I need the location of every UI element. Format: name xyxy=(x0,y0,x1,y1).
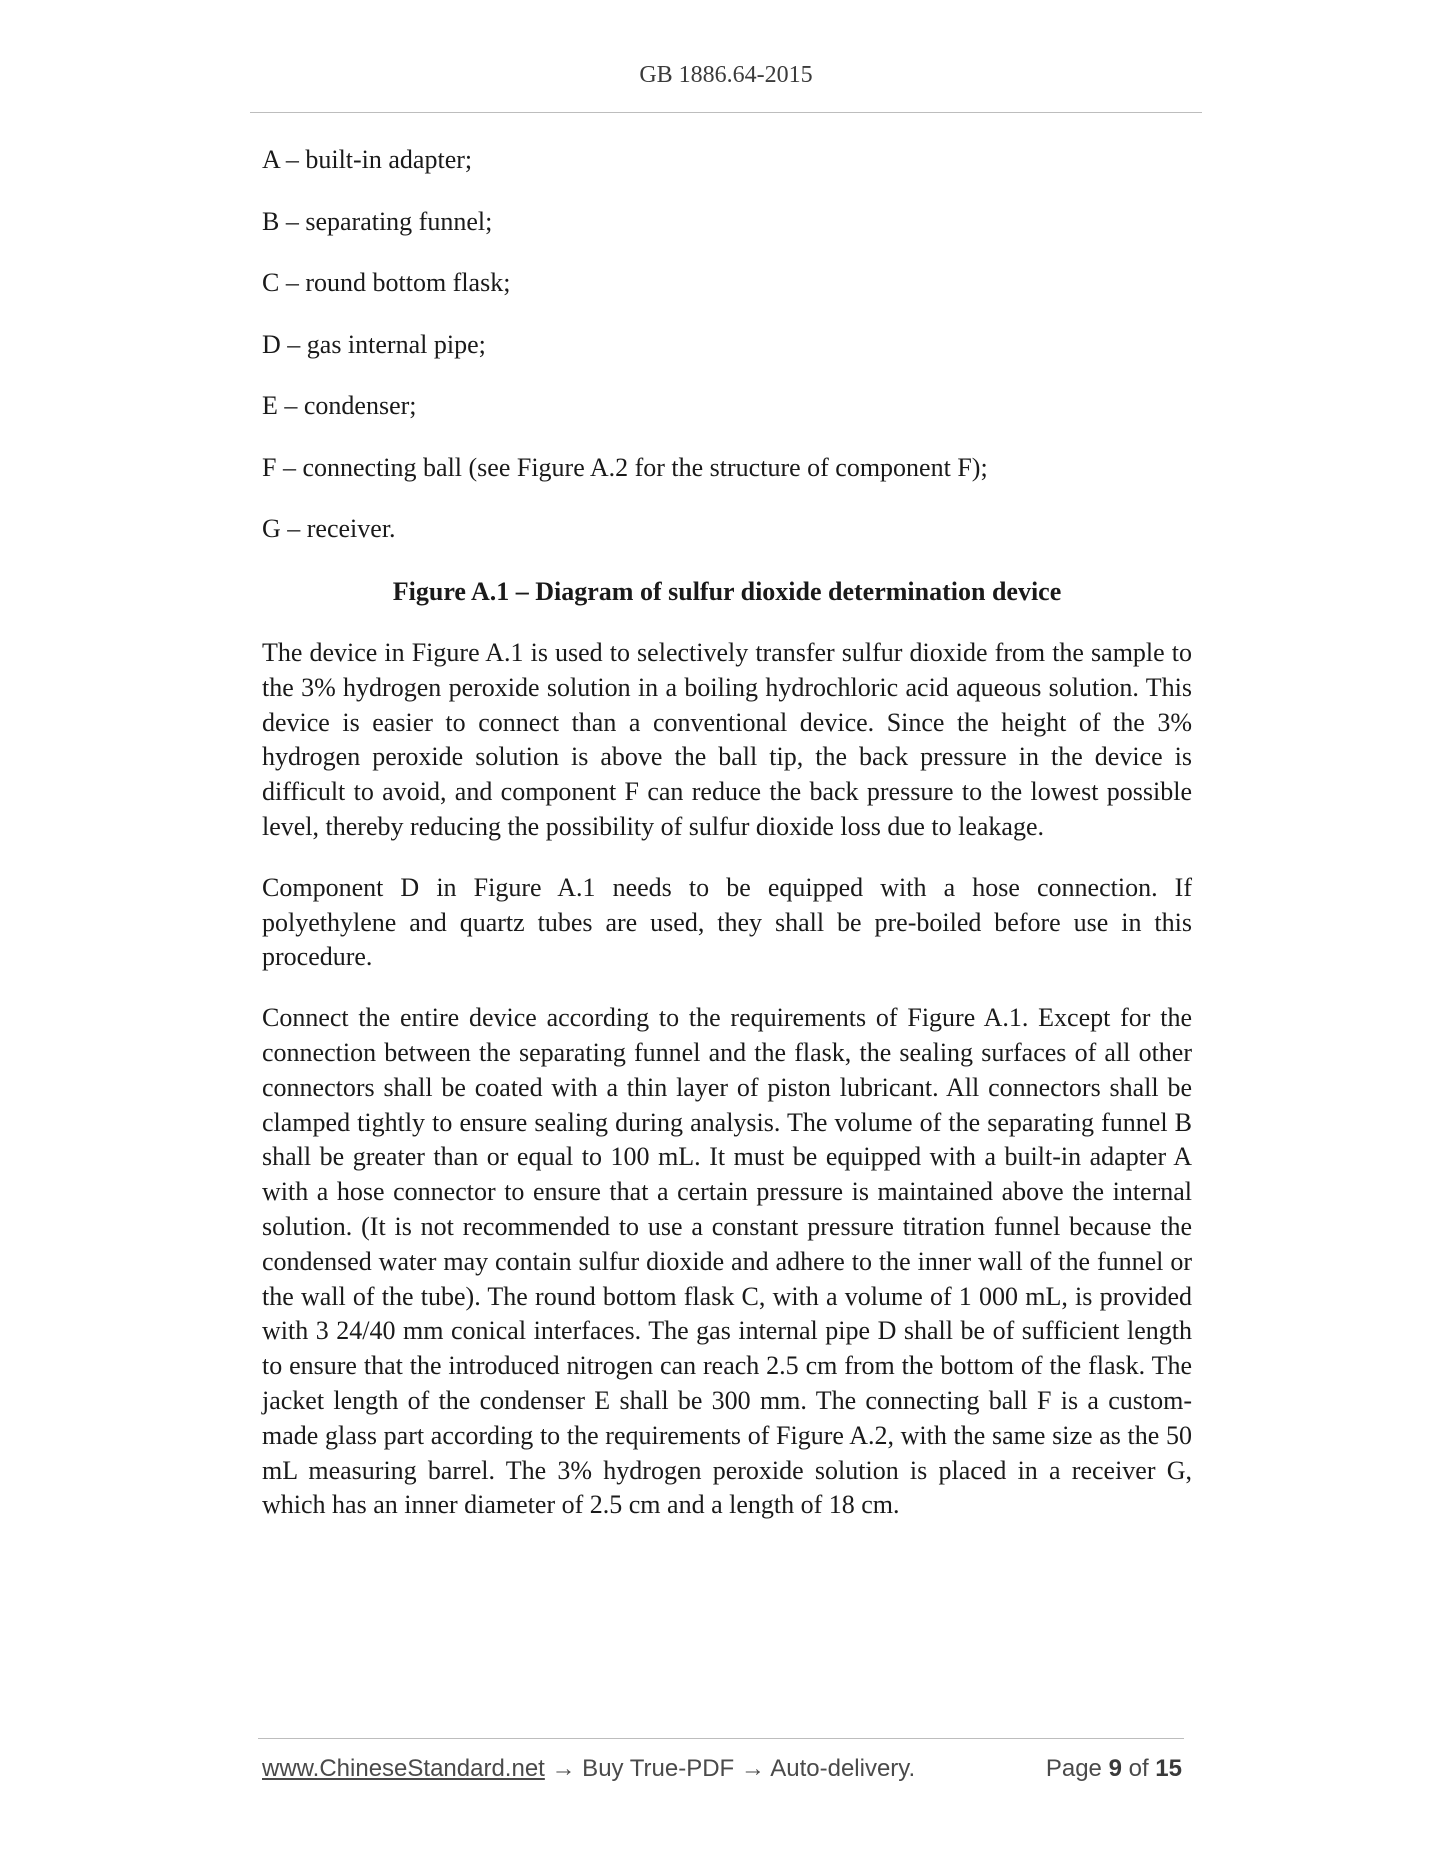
paragraph-device-purpose: The device in Figure A.1 is used to selectively transfer sulfur dioxide from the sample to the 3% hydrogen peroxide solution in a boiling hydrochloric acid aqueous solution. This device is easier to connect than a conventional device. Since the height of the 3% hydrogen peroxide solution is above the ball tip, the back pressure in the device is difficult to avoid, and component F can reduce the back pressure to the lowest possible level, thereby reducing the possibility of sulfur dioxide loss due to leakage. xyxy=(262,638,1192,841)
body-text xyxy=(262,636,1192,1549)
legend-item-f: F – connecting ball (see Figure A.2 for the structure of component F); xyxy=(262,452,988,482)
legend-item-d: D – gas internal pipe; xyxy=(262,329,486,359)
paragraph-component-d: Component D in Figure A.1 needs to be equipped with a hose connection. If polyethylene and quartz tubes are used, they shall be pre-boiled before use in this procedure. xyxy=(262,872,1192,972)
site-link[interactable]: www.ChineseStandard.net xyxy=(262,1755,545,1782)
legend-item-b: B – separating funnel; xyxy=(262,206,493,236)
page-total: 15 xyxy=(1155,1755,1182,1782)
legend-item-g: G – receiver. xyxy=(262,514,396,543)
footer-divider xyxy=(258,1738,1184,1739)
promo-text: → Buy True-PDF → Auto-delivery. xyxy=(544,1755,916,1782)
paragraph-assembly: Connect the entire device according to the requirements of Figure A.1. Except for the connection between the separating funnel and the flask, the sealing surfaces of all other connectors shall be coated with a thin layer of piston lubricant. All connectors shall be clamped tightly to ensure sealing during analysis. The volume of the separating funnel B shall be greater than or equal to 100 mL. It must be equipped with a built-in adapter A with a hose connector to ensure that a certain pressure is maintained above the internal solution. (It is not recommended to use a constant pressure titration funnel because the condensed water may contain sulfur dioxide and adhere to the inner wall of the funnel or the wall of the tube). The round bottom flask C, with a volume of 1 000 mL, is provided with 3 24/40 mm conical interfaces. The gas internal pipe D shall be of sufficient length to ensure that the introduced nitrogen can reach 2.5 cm from the bottom of the flask. The jacket length of the condenser E shall be 300 mm. The connecting ball F is a custom-made glass part according to the requirements of Figure A.2, with the same size as the 50 mL measuring barrel. The 3% hydrogen peroxide solution is placed in a receiver G, which has an inner diameter of 2.5 cm and a length of 18 cm. xyxy=(262,1003,1192,1520)
page-footer xyxy=(262,1755,1184,1789)
legend-item-c: C – round bottom flask; xyxy=(262,268,511,297)
page-counter xyxy=(1046,1755,1182,1783)
legend-item-e: E – condenser; xyxy=(262,391,417,420)
figure-caption: Figure A.1 – Diagram of sulfur dioxide determination device xyxy=(392,577,1062,606)
page-label: Page xyxy=(1045,1755,1102,1782)
page-header: GB 1886.64-2015 xyxy=(639,62,813,88)
legend-item-a: A – built-in adapter; xyxy=(262,145,473,174)
figure-legend xyxy=(262,144,1192,575)
header-divider xyxy=(250,112,1202,113)
of-label: of xyxy=(1128,1755,1149,1782)
page-number: 9 xyxy=(1108,1755,1122,1782)
footer-promo xyxy=(262,1755,915,1783)
